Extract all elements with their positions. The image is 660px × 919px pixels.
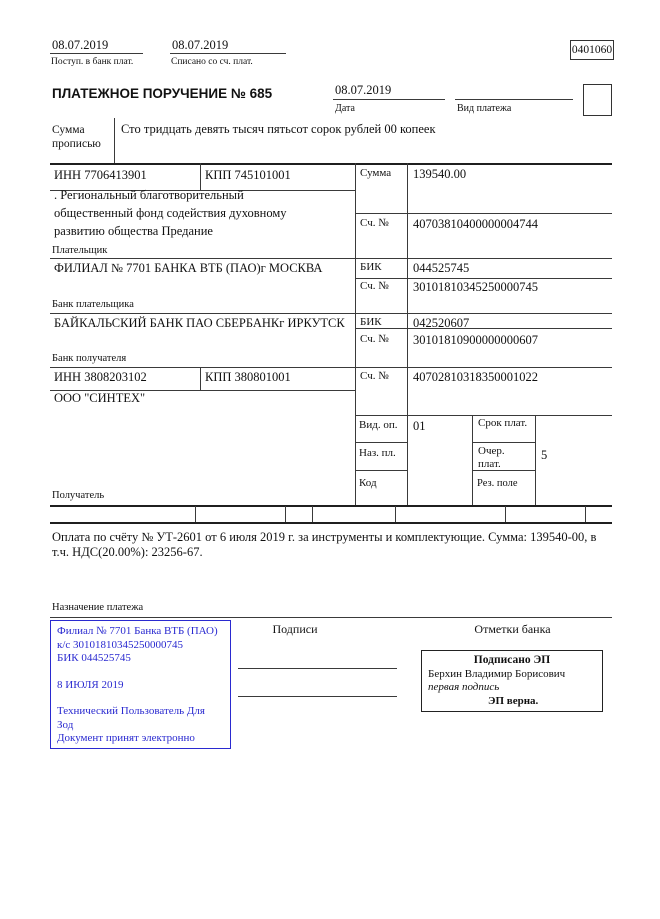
divider: [285, 506, 286, 522]
payer-name-line: развитию общества Предание: [54, 224, 213, 238]
payee-account: 40702810318350001022: [413, 370, 538, 384]
stamp-bank-name: Филиал № 7701 Банка ВТБ (ПАО): [57, 625, 218, 637]
form-code-box: 0401060: [570, 40, 614, 60]
received-date-field: 08.07.2019: [50, 38, 143, 54]
debited-date-field: 08.07.2019: [170, 38, 286, 54]
op-kind-label: Вид. оп.: [359, 419, 398, 431]
payer-name-line: . Региональный благотворительный: [54, 188, 244, 202]
payee-inn: ИНН 3808203102: [54, 370, 147, 384]
document-date-label: Дата: [335, 103, 355, 114]
divider: [50, 313, 612, 314]
bank-marks-header: Отметки банка: [474, 622, 551, 636]
divider: [50, 617, 612, 618]
document-title: ПЛАТЕЖНОЕ ПОРУЧЕНИЕ № 685: [52, 86, 273, 101]
code-label: Код: [359, 477, 377, 489]
esign-stamp: [421, 650, 603, 712]
payer-account: 40703810400000004744: [413, 217, 538, 231]
payer-bank-account: 30101810345250000745: [413, 280, 538, 294]
divider: [535, 415, 536, 505]
payee-name: ООО "СИНТЕХ": [54, 391, 146, 405]
divider: [312, 506, 313, 522]
payer-bank-name: ФИЛИАЛ № 7701 БАНКА ВТБ (ПАО)г МОСКВА: [54, 261, 323, 275]
payer-bank-bik: 044525745: [413, 261, 470, 275]
stamp-corr-account: к/с 30101810345250000745: [57, 638, 184, 651]
divider: [50, 367, 612, 368]
divider: [114, 118, 115, 163]
divider: [50, 163, 612, 165]
reserve-field-label: Рез. поле: [477, 478, 518, 489]
signature-line: [238, 696, 397, 697]
divider: [472, 415, 473, 505]
payment-purpose-label: Назначение платежа: [52, 602, 144, 613]
payee-bank-account-label: Сч. №: [360, 333, 389, 345]
received-date-label: Поступ. в банк плат.: [51, 57, 134, 67]
payer-inn: ИНН 7706413901: [54, 168, 147, 182]
payer-bank-section-label: Банк плательщика: [52, 299, 134, 310]
divider: [50, 522, 612, 524]
stamp-note: Документ принят электронно: [57, 732, 195, 744]
stamp-date: 8 ИЮЛЯ 2019: [57, 678, 124, 691]
priority-value: 5: [541, 448, 548, 462]
amount-in-words-value: Сто тридцать девять тысяч пятьсот сорок рублей 00 копеек: [121, 122, 436, 136]
esign-signature-kind: первая подпись: [428, 681, 500, 693]
stamp-user: Технический Пользователь Для Зод: [57, 705, 205, 731]
divider: [355, 415, 612, 416]
document-date-field: 08.07.2019: [333, 83, 445, 100]
payer-kpp: КПП 745101001: [205, 168, 291, 182]
payee-bank-bik: 042520607: [413, 316, 470, 330]
signatures-header: Подписи: [272, 622, 318, 636]
payer-bank-account-label: Сч. №: [360, 280, 389, 292]
sum-value: 139540.00: [413, 167, 467, 181]
amount-in-words-label: Сумма прописью: [52, 124, 101, 150]
payee-bank-name: БАЙКАЛЬСКИЙ БАНК ПАО СБЕРБАНКг ИРКУТСК: [54, 316, 345, 330]
payee-bank-section-label: Банк получателя: [52, 353, 127, 364]
divider: [472, 442, 535, 443]
debited-date-label: Списано со сч. плат.: [171, 57, 253, 67]
divider: [200, 367, 201, 390]
divider: [355, 278, 612, 279]
divider: [355, 470, 407, 471]
payee-bank-account: 30101810900000000607: [413, 333, 538, 347]
payee-account-label: Сч. №: [360, 370, 389, 382]
sum-label: Сумма: [360, 167, 392, 179]
divider: [355, 163, 356, 505]
divider: [407, 163, 408, 505]
payment-kind-box: [583, 84, 612, 116]
payment-purpose-text: Оплата по счёту № УТ-2601 от 6 июля 2019 г. за инструменты и комплектующие. Сумма: 139540-00, в т.ч. НДС(20.00%): 23256-67.: [52, 530, 597, 559]
divider: [195, 506, 196, 522]
payer-account-label: Сч. №: [360, 217, 389, 229]
payment-kind-field: [455, 83, 573, 100]
divider: [505, 506, 506, 522]
bank-electronic-stamp: [50, 620, 231, 749]
due-date-label: Срок плат.: [478, 417, 528, 429]
payment-kind-label: Вид платежа: [457, 103, 512, 114]
payer-name-line: общественный фонд содействия духовному: [54, 206, 287, 220]
esign-title: Подписано ЭП: [473, 654, 551, 666]
payee-section-label: Получатель: [52, 490, 105, 501]
divider: [50, 258, 612, 259]
payer-bank-bik-label: БИК: [360, 261, 382, 273]
divider: [200, 163, 201, 190]
payee-bank-bik-label: БИК: [360, 316, 382, 328]
payer-section-label: Плательщик: [52, 245, 108, 256]
op-kind-value: 01: [413, 419, 426, 433]
payee-kpp: КПП 380801001: [205, 370, 291, 384]
priority-label: Очер. плат.: [478, 445, 505, 470]
divider: [355, 213, 612, 214]
esign-verified: ЭП верна.: [488, 694, 539, 707]
esign-signer: Берхин Владимир Борисович: [428, 667, 566, 680]
stamp-bik: БИК 044525745: [57, 652, 131, 664]
signature-line: [238, 668, 397, 669]
divider: [355, 442, 407, 443]
divider: [355, 328, 612, 329]
divider: [395, 506, 396, 522]
divider: [585, 506, 586, 522]
divider: [50, 505, 612, 507]
pay-purpose-code-label: Наз. пл.: [359, 447, 396, 459]
